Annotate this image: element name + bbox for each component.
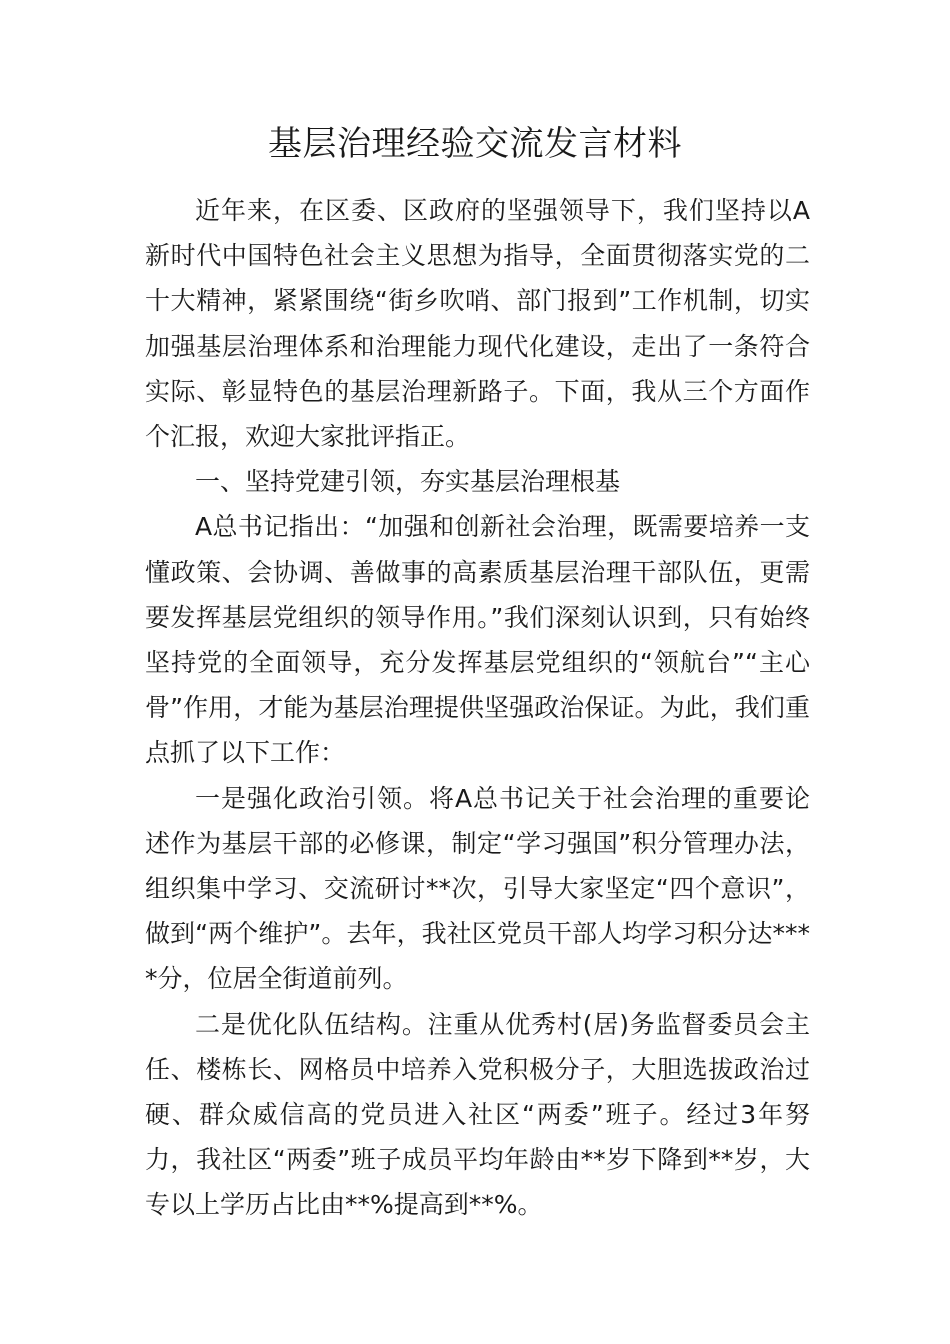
point-paragraph-1: 一是强化政治引领。将A总书记关于社会治理的重要论述作为基层干部的必修课，制定“学习强国”积分管理办法，组织集中学习、交流研讨**次，引导大家坚定“四个意识”，做到“两个维护”。去年，我社区党员干部人均学习积分达****分，位居全街道前列。 (145, 783, 810, 994)
point-paragraph-2: 二是优化队伍结构。注重从优秀村(居)务监督委员会主任、楼栋长、网格员中培养入党积极分子，大胆选拔政治过硬、群众威信高的党员进入社区“两委”班子。经过3年努力，我社区“两委”班子成员平均年龄由**岁下降到**岁，大专以上学历占比由**%提高到**%。 (145, 1009, 810, 1220)
document-body (145, 188, 810, 1228)
section-heading-1: 一、坚持党建引领，夯实基层治理根基 (195, 467, 621, 497)
quote-paragraph: A总书记指出：“加强和创新社会治理，既需要培养一支懂政策、会协调、善做事的高素质基层治理干部队伍，更需要发挥基层党组织的领导作用。”我们深刻认识到，只有始终坚持党的全面领导，充分发挥基层党组织的“领航台”“主心骨”作用，才能为基层治理提供坚强政治保证。为此，我们重点抓了以下工作： (145, 512, 810, 768)
intro-paragraph: 近年来，在区委、区政府的坚强领导下，我们坚持以A新时代中国特色社会主义思想为指导，全面贯彻落实党的二十大精神，紧紧围绕“街乡吹哨、部门报到”工作机制，切实加强基层治理体系和治理能力现代化建设，走出了一条符合实际、彰显特色的基层治理新路子。下面，我从三个方面作个汇报，欢迎大家批评指正。 (145, 196, 810, 452)
document-title: 基层治理经验交流发言材料 (268, 124, 682, 164)
